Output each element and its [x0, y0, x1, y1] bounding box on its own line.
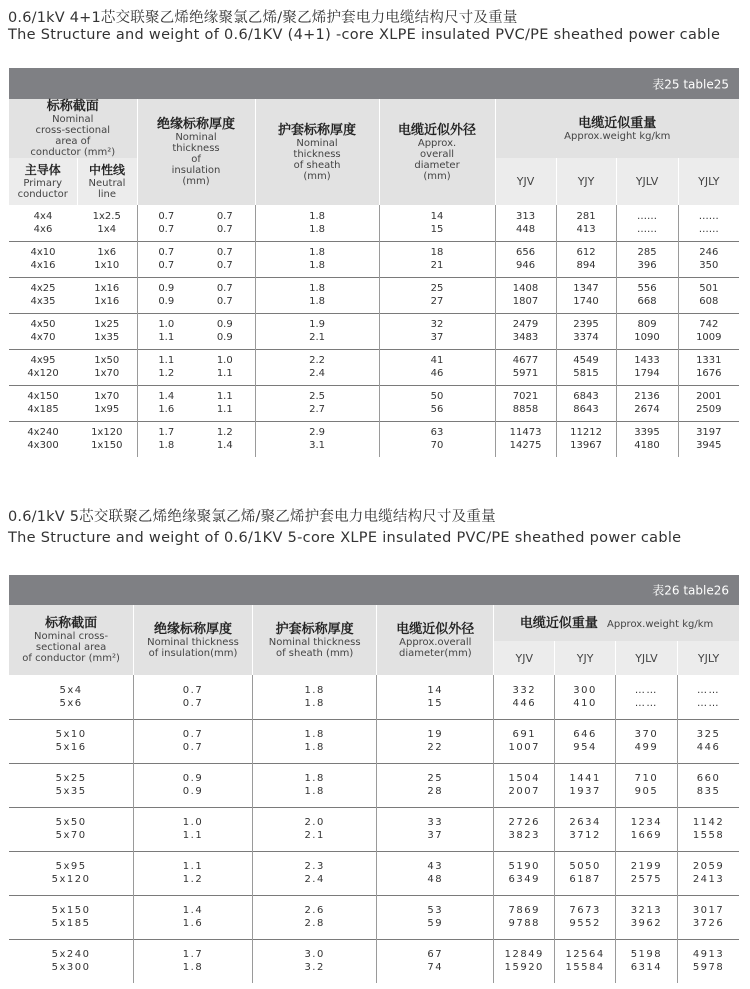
t26-h-yjv: YJV [494, 641, 555, 675]
cell-yjv: 7021 8858 [495, 385, 556, 421]
t25-h-yjv: YJV [495, 158, 556, 205]
cell-yjy: 612 894 [556, 241, 616, 277]
cell-sheath: 2.3 2.4 [252, 851, 377, 895]
table25-label-band [9, 68, 739, 99]
table-row [9, 895, 739, 939]
cell-diameter: 33 37 [377, 807, 494, 851]
cell-diameter: 19 22 [377, 719, 494, 763]
t26-h-sheath: 护套标称厚度 Nominal thickness of sheath (mm) [252, 605, 377, 675]
t26-h-yjlv: YJLV [615, 641, 677, 675]
cell-insulation-primary: 1.1 1.2 [158, 355, 175, 379]
table25 [9, 99, 739, 457]
cell-yjly: 3017 3726 [692, 905, 725, 929]
cell-diameter: 25 27 [379, 277, 495, 313]
table-row [9, 763, 739, 807]
cell-yjly: 2059 2413 [692, 861, 725, 885]
t25-h-yjlv: YJLV [616, 158, 678, 205]
cell-section: 5x240 5x300 [9, 939, 134, 983]
cell-section: 5x150 5x185 [9, 895, 134, 939]
t25-h-main: 主导体 Primary conductor [9, 158, 77, 205]
cell-primary-conductor: 4x95 4x120 [27, 355, 59, 379]
cell-insulation: 1.4 1.6 [134, 895, 253, 939]
cell-sheath: 3.0 3.2 [252, 939, 377, 983]
cell-yjv: 4677 5971 [495, 349, 556, 385]
cell-sheath: 1.8 1.8 [252, 719, 377, 763]
cell-sheath: 1.8 1.8 [255, 277, 379, 313]
cell-neutral-line: 1x16 1x16 [77, 277, 137, 313]
cell-yjlv: 1234 1669 [615, 807, 677, 851]
table-row [9, 851, 739, 895]
cell-yjv: 313 448 [495, 205, 556, 241]
cell-primary-conductor: 4x240 4x300 [27, 427, 59, 452]
cell-yjy: 281 413 [556, 205, 616, 241]
t25-h-neutral: 中性线 Neutral line [77, 158, 137, 205]
cell-yjly: 2001 2509 [696, 391, 722, 415]
cell-sheath: 1.8 1.8 [252, 763, 377, 807]
cell-insulation-primary: 0.9 0.9 [158, 283, 175, 307]
cell-neutral-line: 1x25 1x35 [77, 313, 137, 349]
table-row [9, 385, 739, 421]
cell-yjy: 6843 8643 [556, 385, 616, 421]
t26-h-yjly: YJLY [678, 641, 739, 675]
cell-insulation: 0.7 0.7 [134, 719, 253, 763]
cell-yjly: 1331 1676 [696, 355, 722, 379]
t26-h-section: 标称截面 Nominal cross- sectional area of conductor (mm²) [9, 605, 134, 675]
cell-insulation-neutral: 1.0 1.1 [195, 349, 255, 385]
table-row [9, 939, 739, 983]
cell-yjly: 501 608 [699, 283, 719, 307]
cell-insulation: 1.0 1.1 [134, 807, 253, 851]
cell-yjv: 691 1007 [494, 719, 555, 763]
table25-title-en: The Structure and weight of 0.6/1KV (4+1) -core XLPE insulated PVC/PE sheathed power cable [8, 27, 721, 43]
cell-insulation: 1.1 1.2 [134, 851, 253, 895]
cell-yjly: 4913 5978 [692, 949, 725, 974]
cell-sheath: 1.8 1.8 [252, 675, 377, 719]
table26-label: 表26 table26 [652, 583, 729, 598]
cell-insulation-primary: 1.0 1.1 [158, 319, 175, 343]
cell-neutral-line: 1x50 1x70 [77, 349, 137, 385]
cell-sheath: 1.8 1.8 [255, 241, 379, 277]
cell-insulation-primary: 1.7 1.8 [158, 427, 175, 452]
cell-yjv: 2479 3483 [495, 313, 556, 349]
cell-section: 5x50 5x70 [9, 807, 134, 851]
t25-h-weight: 电缆近似重量 Approx.weight kg/km [495, 99, 739, 158]
cell-yjly: 1142 1558 [692, 817, 725, 841]
t26-h-insulation: 绝缘标称厚度 Nominal thickness of insulation(mm) [134, 605, 253, 675]
cell-sheath: 2.6 2.8 [252, 895, 377, 939]
t25-h-sheath: 护套标称厚度 Nominal thickness of sheath (mm) [255, 99, 379, 205]
cell-sheath: 2.2 2.4 [255, 349, 379, 385]
table-row [9, 719, 739, 763]
cell-sheath: 2.9 3.1 [255, 421, 379, 457]
cell-yjy: 2395 3374 [556, 313, 616, 349]
cell-neutral-line: 1x2.5 1x4 [77, 205, 137, 241]
cell-primary-conductor: 4x25 4x35 [30, 283, 56, 307]
cell-insulation: 1.7 1.8 [134, 939, 253, 983]
cell-yjlv: 3395 4180 [616, 421, 678, 457]
t26-h-diameter: 电缆近似外径 Approx.overall diameter(mm) [377, 605, 494, 675]
cell-section: 5x4 5x6 [9, 675, 134, 719]
cell-yjy: 1347 1740 [556, 277, 616, 313]
cell-primary-conductor: 4x10 4x16 [30, 247, 56, 271]
cell-sheath: 2.0 2.1 [252, 807, 377, 851]
table26-title-cn: 0.6/1kV 5芯交联聚乙烯绝缘聚氯乙烯/聚乙烯护套电力电缆结构尺寸及重量 [8, 509, 496, 525]
cell-yjlv: 3213 3962 [615, 895, 677, 939]
cell-diameter: 41 46 [379, 349, 495, 385]
cell-diameter: 53 59 [377, 895, 494, 939]
cell-neutral-line: 1x70 1x95 [77, 385, 137, 421]
cell-primary-conductor: 4x4 4x6 [33, 210, 53, 235]
cell-diameter: 63 70 [379, 421, 495, 457]
cell-insulation-neutral: 0.9 0.9 [195, 313, 255, 349]
cell-diameter: 67 74 [377, 939, 494, 983]
cell-insulation-primary: 1.4 1.6 [158, 391, 175, 415]
cell-neutral-line: 1x120 1x150 [77, 421, 137, 457]
cell-yjv: 332 446 [494, 675, 555, 719]
cell-yjv: 656 946 [495, 241, 556, 277]
cell-yjly: …… …… [698, 210, 719, 235]
table-row [9, 313, 739, 349]
cell-insulation-primary: 0.7 0.7 [158, 210, 175, 235]
cell-diameter: 43 48 [377, 851, 494, 895]
cell-section: 5x10 5x16 [9, 719, 134, 763]
cell-diameter: 14 15 [377, 675, 494, 719]
cell-insulation-neutral: 0.7 0.7 [195, 277, 255, 313]
cell-insulation-neutral: 1.2 1.4 [195, 421, 255, 457]
t25-h-section: 标称截面 Nominal cross-sectional area of conductor (mm²) [9, 99, 137, 158]
cell-sheath: 1.8 1.8 [255, 205, 379, 241]
table-row [9, 205, 739, 241]
cell-insulation: 0.9 0.9 [134, 763, 253, 807]
cell-yjv: 11473 14275 [495, 421, 556, 457]
t26-h-weight: 电缆近似重量 Approx.weight kg/km [494, 605, 739, 641]
cell-yjlv: …… …… [615, 675, 677, 719]
cell-yjlv: 2199 2575 [615, 851, 677, 895]
cell-yjv: 12849 15920 [494, 939, 555, 983]
cell-section: 5x25 5x35 [9, 763, 134, 807]
cell-yjlv: 2136 2674 [616, 385, 678, 421]
cell-diameter: 50 56 [379, 385, 495, 421]
cell-sheath: 1.9 2.1 [255, 313, 379, 349]
t26-h-yjy: YJY [555, 641, 615, 675]
table-row [9, 421, 739, 457]
cell-yjy: 5050 6187 [555, 851, 615, 895]
cell-yjv: 7869 9788 [494, 895, 555, 939]
cell-yjy: 11212 13967 [556, 421, 616, 457]
cell-yjy: 4549 5815 [556, 349, 616, 385]
cell-insulation: 0.7 0.7 [134, 675, 253, 719]
cell-insulation-neutral: 0.7 0.7 [195, 205, 255, 241]
cell-yjlv: 1433 1794 [616, 349, 678, 385]
cell-primary-conductor: 4x50 4x70 [30, 319, 56, 343]
cell-yjy: 646 954 [555, 719, 615, 763]
cell-yjly: 325 446 [696, 729, 721, 753]
cell-yjlv: 5198 6314 [615, 939, 677, 983]
cell-yjly: 246 350 [699, 247, 719, 271]
t25-h-diameter: 电缆近似外径 Approx. overall diameter (mm) [379, 99, 495, 205]
cell-diameter: 14 15 [379, 205, 495, 241]
cell-sheath: 2.5 2.7 [255, 385, 379, 421]
table26-title-en: The Structure and weight of 0.6/1KV 5-core XLPE insulated PVC/PE sheathed power cable [8, 530, 682, 546]
cell-yjv: 5190 6349 [494, 851, 555, 895]
cell-yjy: 7673 9552 [555, 895, 615, 939]
cell-yjly: 660 835 [696, 773, 721, 797]
table-row [9, 675, 739, 719]
table25-title-cn: 0.6/1kV 4+1芯交联聚乙烯绝缘聚氯乙烯/聚乙烯护套电力电缆结构尺寸及重量 [8, 10, 518, 26]
table26 [9, 605, 739, 983]
cell-yjly: …… …… [697, 684, 721, 709]
cell-yjv: 2726 3823 [494, 807, 555, 851]
cell-yjly: 742 1009 [696, 319, 722, 343]
cell-yjv: 1504 2007 [494, 763, 555, 807]
cell-yjy: 2634 3712 [555, 807, 615, 851]
table-row [9, 241, 739, 277]
cell-yjy: 12564 15584 [555, 939, 615, 983]
cell-yjlv: 809 1090 [616, 313, 678, 349]
cell-primary-conductor: 4x150 4x185 [27, 391, 59, 415]
cell-yjlv: 710 905 [615, 763, 677, 807]
cell-yjv: 1408 1807 [495, 277, 556, 313]
table-row [9, 807, 739, 851]
table-row [9, 277, 739, 313]
t25-h-insulation: 绝缘标称厚度 Nominal thickness of insulation (mm) [137, 99, 255, 205]
cell-insulation-neutral: 0.7 0.7 [195, 241, 255, 277]
table26-label-band [9, 575, 739, 605]
cell-yjlv: 370 499 [615, 719, 677, 763]
table25-label: 表25 table25 [652, 77, 729, 91]
cell-diameter: 32 37 [379, 313, 495, 349]
cell-section: 5x95 5x120 [9, 851, 134, 895]
cell-yjly: 3197 3945 [696, 427, 722, 452]
cell-yjy: 1441 1937 [555, 763, 615, 807]
table-row [9, 349, 739, 385]
cell-yjlv: 556 668 [616, 277, 678, 313]
cell-neutral-line: 1x6 1x10 [77, 241, 137, 277]
cell-diameter: 18 21 [379, 241, 495, 277]
cell-yjlv: 285 396 [616, 241, 678, 277]
cell-yjlv: …… …… [616, 205, 678, 241]
t25-h-yjly: YJLY [678, 158, 739, 205]
cell-diameter: 25 28 [377, 763, 494, 807]
cell-insulation-neutral: 1.1 1.1 [195, 385, 255, 421]
cell-yjy: 300 410 [555, 675, 615, 719]
cell-insulation-primary: 0.7 0.7 [158, 247, 175, 271]
t25-h-yjy: YJY [556, 158, 616, 205]
